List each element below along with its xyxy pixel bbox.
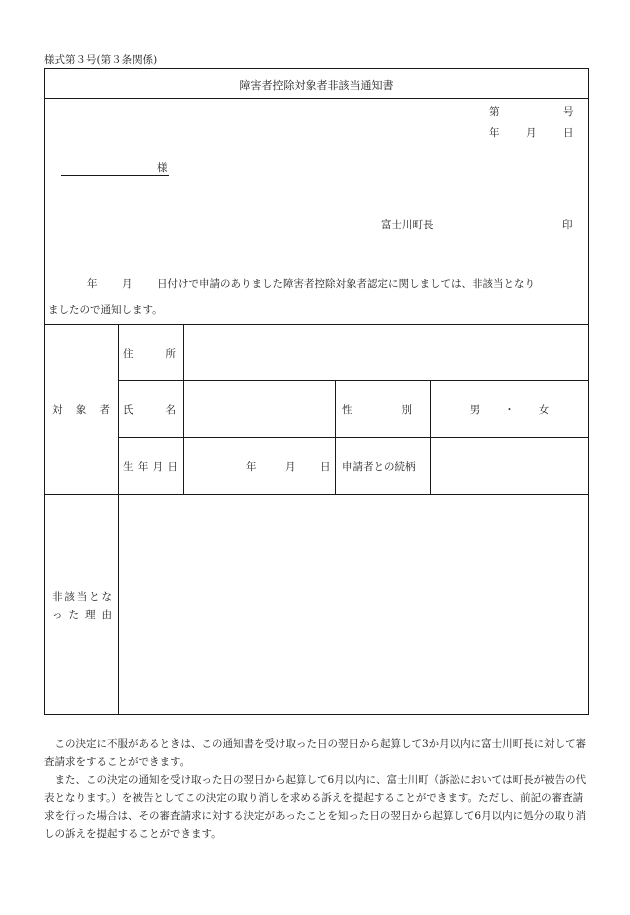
addressee-suffix: 様 [157,162,168,174]
form-frame [44,68,589,715]
date-month: 月 [526,127,537,139]
address-label: 住 所 [123,348,176,360]
issuer-name: 富士川町長 [381,219,434,231]
label-column-line [118,324,119,715]
intro-month: 月 [122,278,133,290]
date-day: 日 [563,127,574,139]
birth-day: 日 [320,461,331,473]
mid-column-line [335,380,336,494]
seal-mark: 印 [562,219,573,231]
form-number-label: 様式第３号(第３条関係) [44,54,158,66]
reason-label-line2: っ た 理 由 [52,609,112,621]
sex-options: 男 ・ 女 [469,404,550,416]
right-column-line [430,380,431,494]
appeal-notice [44,735,589,843]
title-divider [44,98,589,99]
number-go: 号 [563,106,574,118]
reason-label-line1: 非 該 当 と な [52,591,112,603]
name-label: 氏 名 [123,404,176,416]
birth-month: 月 [285,461,296,473]
table-top-line [44,324,589,325]
number-dai: 第 [489,106,500,118]
intro-line2: ましたので通知します。 [48,304,163,316]
address-row-bottom [118,380,589,381]
document-title: 障害者控除対象者非該当通知書 [239,79,394,92]
date-year: 年 [489,127,500,139]
name-row-bottom [118,437,589,438]
sex-label: 性 別 [342,404,412,416]
birth-year: 年 [246,461,257,473]
appeal-notice-paragraph-2: また、この決定の通知を受け取った日の翌日から起算して6月以内に、富士川町（訴訟においては町長が被告の代表となります。）を被告としてこの決定の取り消しを求める訴えを提起することができます。ただし、前記の審査請求を行った場合は、その審査請求に対する決定があったことを知った日の翌日から起算して6月以内に処分の取り消しの訴えを提起することができます。 [44,774,587,840]
sublabel-column-line [183,324,184,494]
relation-label: 申請者との続柄 [342,461,416,473]
intro-year: 年 [87,278,98,290]
birth-date-label: 生 年 月 日 [123,461,178,473]
intro-line1: 日付けで申請のありました障害者控除対象者認定に関しましては、非該当となり [157,278,535,290]
appeal-notice-paragraph-1: この決定に不服があるときは、この通知書を受け取った日の翌日から起算して3か月以内に富士川町長に対して審査請求をすることができます。 [44,738,587,768]
subject-block-bottom [44,494,589,495]
subject-label: 対 象 者 [52,404,110,416]
addressee-underline [61,175,169,176]
